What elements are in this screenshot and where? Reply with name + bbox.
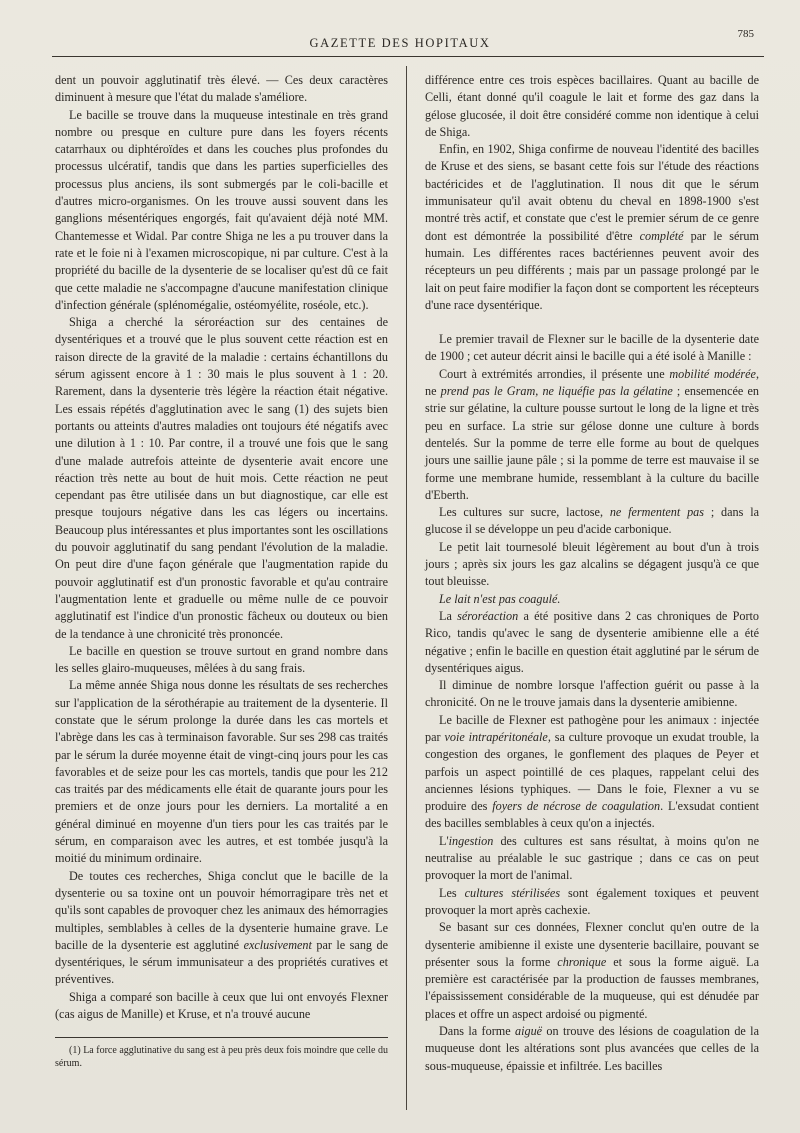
paragraph — [425, 504, 759, 539]
paragraph: Le bacille se trouve dans la muqueuse intestinale en très grand nombre ou presque en culture pure dans les foyers récents catarrhaux ou diphtéroïdes et dans les couches plus profondes du processus ulcératif, tandis que dans les parties superficielles des processus plus anciens, ils sont submergés par le coli-bacille et d'autres micro-organismes. On les trouve aussi souvent dans les ganglions mésentériques engorgés, fait qu'avaient déjà noté MM. Chantemesse et Widal. Par contre Shiga ne les a pu trouver dans la rate et le foie ni à l'examen microscopique, ni par culture. C'est à la propriété du bacille de la dysenterie de se localiser qu'est dû ce fait que cette maladie ne s'accompagne d'aucune manifestation clinique d'infection générale (splénomégalie, ostéomyélite, roséole, etc.). — [55, 107, 388, 312]
text-run: Les — [439, 885, 465, 900]
paragraph — [425, 919, 759, 1023]
header-rule — [52, 56, 764, 57]
text-run: Le bacille de Flexner est pathogène pour les animaux : injectée par — [425, 712, 759, 744]
text-run: et sous la forme aiguë. La première est caractérisée par la production de fausses membranes, l'épaississement considérable de la muqueuse, qui est dénudée par places et offre un aspect ardoisé ou pigmenté. — [425, 954, 759, 1021]
emphasis: cultures stérilisées — [464, 885, 561, 900]
text-run: , sa culture provoque un exudat trouble, la congestion des organes, le gonflement des plaques de Peyer et parfois un aspect pointillé de ces plaques, rappelant celui des anciennes lésions typhiques. — Dans le foie, Flexner a vu se produire des — [425, 729, 759, 814]
text-run: Les cultures sur sucre, lactose, — [439, 505, 610, 520]
emphasis: complété — [639, 228, 684, 243]
emphasis: ne fermentent pas — [609, 505, 705, 520]
emphasis: prend pas le Gram, ne liquéfie pas la gélatine — [440, 384, 673, 399]
emphasis: Le lait n'est pas coagulé. — [439, 591, 561, 606]
text-run: Court à extrémités arrondies, il présente une — [439, 366, 670, 381]
emphasis: exclusivement — [243, 937, 312, 952]
paragraph — [55, 868, 388, 989]
footnote: (1) La force agglutinative du sang est à peu près deux fois moindre que celle du sérum. — [55, 1045, 388, 1069]
text-run: ; ensemencée en strie sur gélatine, la culture pousse surtout le long de la ligne et très peu en surface. La strie sur gélose donne une culture à bords dentelés. Sur la pomme de terre elle forme au bout de quelques jours une saillie jaune pâle ; si la pomme de terre est mauvaise il se forme une membrane humide, ressemblant à la culture du bacille d'Eberth. — [425, 384, 759, 502]
paragraph — [425, 141, 759, 314]
emphasis: séroréaction — [457, 608, 519, 623]
text-run: a été positive dans 2 cas chroniques de Porto Rico, tandis qu'avec le sang de dysenterie amibienne elle a été négative ; enfin le bacille en question était agglutiné par le sérum de dysentériques aigus. — [425, 608, 759, 675]
paragraph: Il diminue de nombre lorsque l'affection guérit ou passe à la chronicité. On ne le trouve jamais dans la dysenterie amibienne. — [425, 678, 759, 710]
text-run: sont également toxiques et peuvent provoquer la mort après cachexie. — [425, 885, 759, 917]
text-run: , ne — [425, 366, 759, 399]
text-run: Se basant sur ces données, Flexner conclut qu'en outre de la dysenterie amibienne il existe une dysenterie bacillaire, pouvant se présenter sous la forme — [425, 920, 759, 969]
journal-title: GAZETTE DES HOPITAUX — [309, 36, 491, 50]
emphasis: chronique — [557, 954, 607, 969]
footnote-rule — [55, 1037, 388, 1038]
page-number: 785 — [737, 28, 754, 40]
paragraph — [425, 885, 759, 920]
paragraph: Le petit lait tournesolé bleuit légèrement au bout d'un à trois jours ; après six jours les gaz alcalins se dégagent jusqu'à ce que tout bleuisse. — [425, 539, 759, 589]
paragraph: Le premier travail de Flexner sur le bacille de la dysenterie date de 1900 ; cet auteur décrit ainsi le bacille qui a été isolé à Manille : — [425, 332, 759, 364]
text-run: De toutes ces recherches, Shiga conclut que le bacille de la dysenterie ou sa toxine ont un pouvoir hémorragipare très net et qu'ils sont capables de provoquer chez les animaux des hémorragies multiples, semblables à celles de la dysenterie humaine grave. Le bacille de la dysenterie est agglutiné — [55, 868, 388, 952]
paragraph: dent un pouvoir agglutinatif très élevé. — Ces deux caractères diminuent à mesure que l'état du malade s'améliore. — [55, 73, 388, 105]
emphasis: voie intrapéritonéale — [444, 729, 548, 744]
text-run: Dans la forme — [439, 1024, 515, 1039]
column-divider — [406, 66, 407, 1110]
paragraph — [425, 366, 759, 504]
paragraph: La même année Shiga nous donne les résultats de ses recherches sur l'application de la sérothérapie au traitement de la dysenterie. Il constate que le sérum prolonge la durée dans les cas mortels et l'abrège dans les cas à terminaison favorable. Sur ses 298 cas traités par le sérum la durée moyenne était de vingt-cinq jours pour les cas favorables et de seize pour les cas mortels, tandis que pour les 212 cas traités par des médicaments elle était de quarante jours pour les premiers et de onze jours pour les derniers. La mortalité a en général diminué en moyenne d'un tiers pour les cas traités par le sérum, en comparaison avec les autres, et est tombée jusqu'à la moitié du minimum ordinaire. — [55, 678, 388, 866]
paragraph — [425, 833, 759, 885]
running-header — [0, 28, 800, 54]
left-column — [55, 72, 388, 1022]
text-run: par le sang de dysentériques, le sérum immunisateur a des propriétés curatives et préventives. — [55, 937, 388, 987]
emphasis: foyers de nécrose de coagulation — [492, 799, 661, 814]
text-run: on trouve des lésions de coagulation de la muqueuse dont les altérations sont plus avancées que celles de la sous-muqueuse, épaissie et infiltrée. Les bacilles — [425, 1024, 759, 1073]
emphasis: mobilité modérée — [669, 366, 756, 381]
text-run: par le sérum humain. Les différentes races bactériennes peuvent avoir des récepteurs un peu différents ; mais par un passage prolongé par le lait on peut faire modifier la façon dont se comportent les récepteurs d'une race dysentérique. — [425, 228, 759, 312]
text-run: . L'exsudat contient des bacilles semblables à ceux qu'on a injectés. — [425, 799, 759, 831]
paragraph: Shiga a comparé son bacille à ceux que lui ont envoyés Flexner (cas aigus de Manille) et Kruse, et n'a trouvé aucune — [55, 989, 388, 1022]
paragraph — [425, 1023, 759, 1075]
text-run: des cultures est sans résultat, à moins qu'on ne neutralise au préalable le suc gastrique ; dans ce cas on peut provoquer la mort de l'animal. — [425, 833, 759, 883]
text-run: ; dans la glucose il se développe un peu d'acide carbonique. — [425, 505, 759, 537]
paragraph — [425, 591, 759, 608]
paragraph: différence entre ces trois espèces bacillaires. Quant au bacille de Celli, étant donné qu'il coagule le lait et forme des gaz dans la gélose glucosée, il doit être considéré comme non identique à celui de Shiga. — [425, 73, 759, 139]
text-run: Enfin, en 1902, Shiga confirme de nouveau l'identité des bacilles de Kruse et des siens, se basant cette fois sur l'étude des réactions bactéricides et de l'agglutination. Il nous dit que le sérum immunisateur qu'il avait obtenu du cheval en 1898-1900 s'est montré très actif, et constate que c'est le premier sérum de ce genre dont est démontrée la possibilité d'être — [425, 142, 759, 243]
paragraph: Le bacille en question se trouve surtout en grand nombre dans les selles glairo-muqueuses, mêlées à du sang frais. — [55, 643, 388, 676]
paragraph — [425, 608, 759, 677]
emphasis: ingestion — [448, 833, 494, 848]
paragraph — [425, 712, 759, 833]
right-column — [425, 72, 759, 1102]
text-run: La — [439, 608, 458, 623]
emphasis: aiguë — [515, 1024, 543, 1039]
text-run: L' — [439, 833, 449, 848]
paragraph: Shiga a cherché la séroréaction sur des centaines de dysentériques et a trouvé que le plus souvent cette réaction est en raison directe de la gravité de la maladie : certains échantillons du sérum agissent encore à 1 : 30 mais le plus souvent à 1 : 20. Rarement, dans la dysenterie très légère la réaction était négative. Les essais répétés d'agglutination avec le sang (1) des sujets bien portants ou atteints d'autres maladies ont toujours été négatifs avec une dilution à 1 : 10. Par contre, il a trouvé une fois que le sang d'une malade autrefois atteinte de dysenterie avait encore une réaction très nette au bout de huit mois. Cette réaction ne peut cependant pas être utilisée dans un but diagnostique, car elle est presque toujours négative dans les cas légers ou incertains. Beaucoup plus intéressantes et plus importantes sont les oscillations du pouvoir agglutinatif du sang pendant l'évolution de la maladie. On peut dire d'une façon générale que l'augmentation rapide du pouvoir agglutinatif est d'un pronostic favorable et qu'au contraire l'augmentation lente et graduelle ou même nulle de ce pouvoir agglutinatif est l'indice d'un pronostic fâcheux ou douteux ou bien de la tendance à une chronicité très prononcée. — [55, 315, 388, 641]
